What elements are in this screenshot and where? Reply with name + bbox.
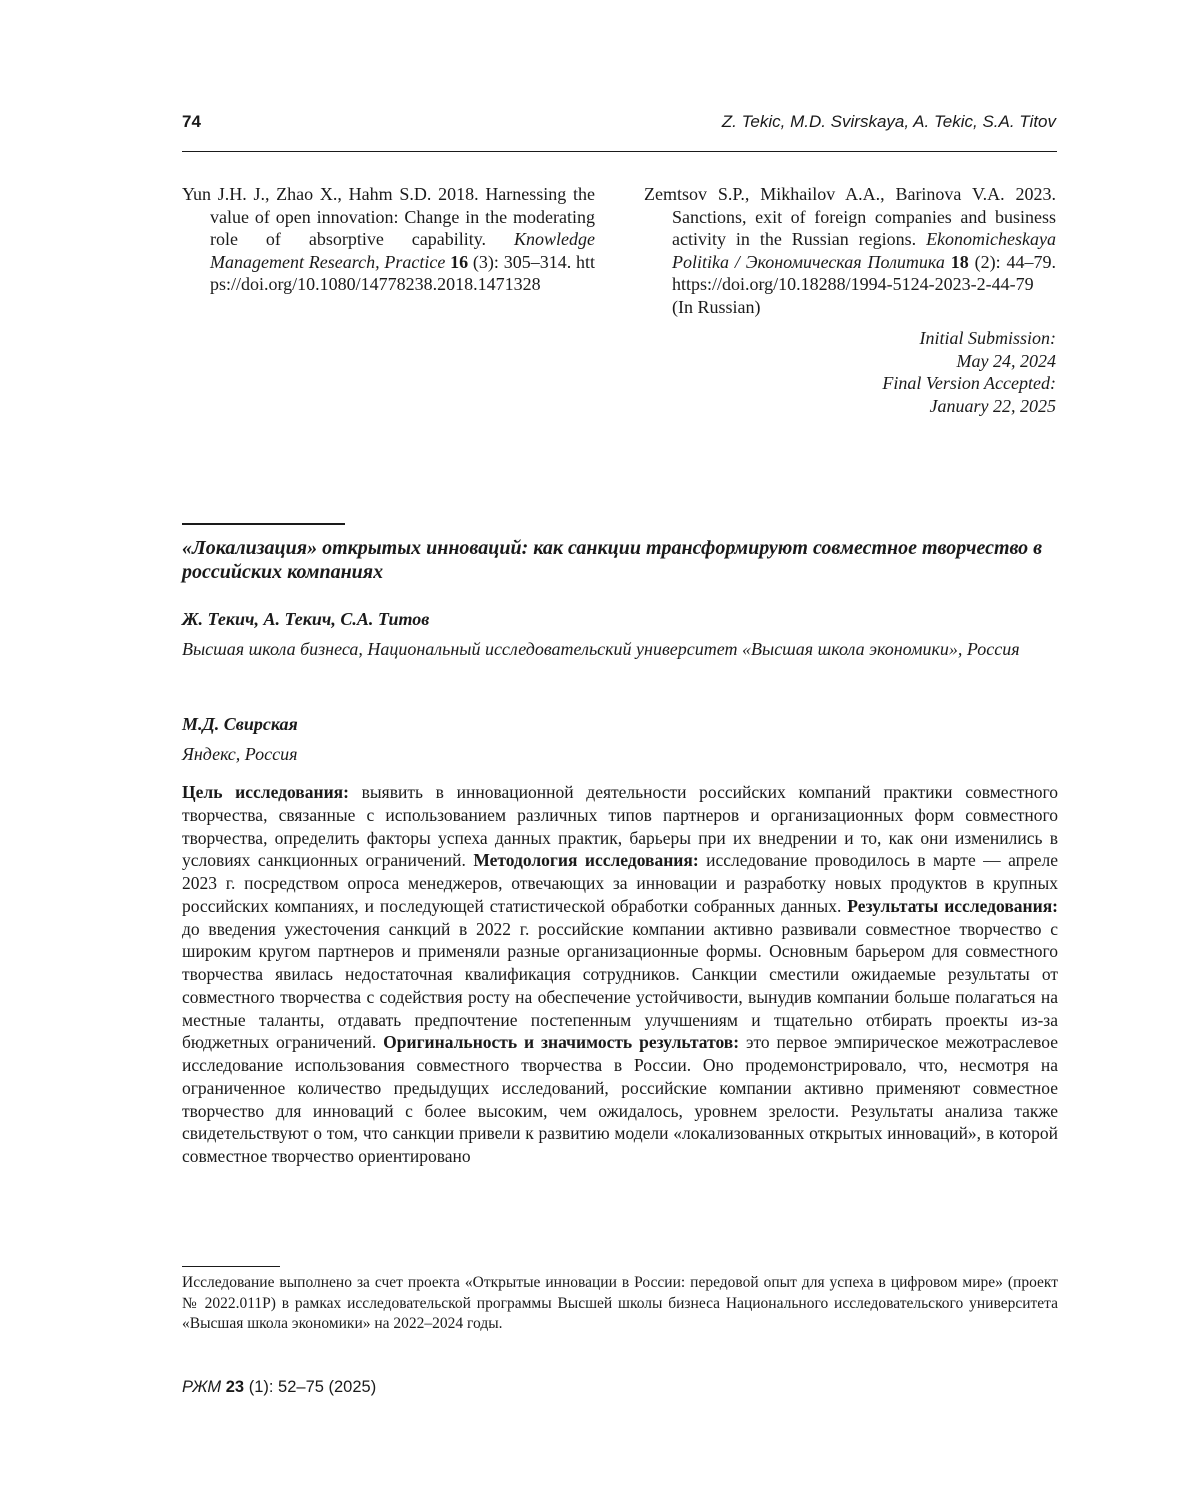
running-head: Z. Tekic, M.D. Svirskaya, A. Tekic, S.A. Titov bbox=[721, 112, 1056, 131]
ref-authors: Zemtsov S.P., Mikhailov A.A., Barinova V.A. 2023. bbox=[644, 184, 1056, 204]
ref-doi-link[interactable]: https://doi.org/10.18288/1994-5124-2023-2-44-79 bbox=[672, 274, 1034, 295]
affiliation-2: Яндекс, Россия bbox=[182, 744, 298, 764]
header-rule bbox=[182, 151, 1057, 152]
reference-column-left bbox=[182, 183, 595, 296]
ref-title: Sanctions, exit of foreign companies and business activity in the Russian regions. bbox=[672, 206, 1056, 250]
results-text: до введения ужесточения санкций в 2022 г. российские компании активно развивали совместное творчество с широким кругом партнеров и применяли разные организационные формы. Основным барьером для совместного творчества явилась недостаточная квалификация сотрудников. Санкции сместили ожидаемые результаты от совместного творчества с содействия росту на обеспечение устойчивости, вынудив компании больше полагаться на местные таланты, отдавать предпочтение постепенным улучшениям и тщательно отбирать проекты из-за бюджетных ограничений. bbox=[182, 918, 1058, 1053]
final-accepted-date: January 22, 2025 bbox=[929, 395, 1056, 416]
footer-volume: 23 bbox=[225, 1378, 245, 1396]
method-text: исследование проводилось в марте — апреле 2023 г. посредством опроса менеджеров, отвечающих за инновации и разработку новых продуктов в крупных российских компаниях, и последующей статистической обработки собранных данных. bbox=[182, 850, 1059, 916]
authors-group-2: М.Д. Свирская bbox=[182, 714, 298, 734]
ref-doi-link[interactable]: https://doi.org/10.1080/14778238.2018.1471328 bbox=[210, 251, 596, 295]
ref-authors: Yun J.H. J., Zhao X., Hahm S.D. 2018. bbox=[182, 184, 479, 204]
article-title: «Локализация» открытых инноваций: как санкции трансформируют совместное творчество в российских компаниях bbox=[182, 537, 1043, 583]
abstract bbox=[182, 781, 1058, 1168]
purpose-text: выявить в инновационной деятельности российских компаний практики совместного творчества, связанные с использованием различных типов партнеров и организационных форм совместного творчества, определить факторы успеха данных практик, барьеры при их внедрении и то, как они изменились в условиях санкционных ограничений. bbox=[182, 782, 1058, 871]
method-label: Методология исследования: bbox=[473, 850, 699, 871]
ref-volume: 18 bbox=[950, 251, 969, 272]
initial-submission-label: Initial Submission: bbox=[919, 328, 1056, 348]
reference-yun bbox=[182, 183, 595, 296]
ref-pages: (3): 305–314. bbox=[472, 251, 572, 272]
funding-footnote: Исследование выполнено за счет проекта «Открытые инновации в России: передовой опыт для успеха в цифровом мире» (проект № 2022.011Р) в рамках исследовательской программы Высшей школы бизнеса Национального исследовательского университета «Высшая школа экономики» на 2022–2024 годы. bbox=[182, 1274, 1058, 1332]
footer-journal: РЖМ bbox=[182, 1378, 222, 1396]
page-footer bbox=[182, 1378, 376, 1397]
ref-pages: (2): 44–79. bbox=[974, 251, 1056, 272]
ref-title: Harnessing the value of open innovation: Change in the moderating role of absorptive capability. bbox=[210, 184, 596, 250]
section-rule bbox=[182, 523, 345, 525]
page-number: 74 bbox=[182, 112, 201, 131]
results-label: Результаты исследования: bbox=[847, 895, 1059, 916]
footer-issue: (1): 52–75 (2025) bbox=[248, 1378, 377, 1396]
authors-group-1: Ж. Текич, А. Текич, С.А. Титов bbox=[182, 609, 430, 629]
final-accepted-label: Final Version Accepted: bbox=[882, 373, 1056, 394]
purpose-label: Цель исследования: bbox=[182, 782, 349, 802]
originality-label: Оригинальность и значимость результатов: bbox=[383, 1032, 740, 1053]
ref-lang: (In Russian) bbox=[672, 296, 761, 317]
ref-journal: Ekonomicheskaya Politika / Экономическая Политика bbox=[672, 229, 1057, 272]
originality-text: это первое эмпирическое межотраслевое исследование использования совместного творчества в России. Оно продемонстрировало, что, несмотря на ограниченное количество предыдущих исследований, российские компании активно применяют совместное творчество для инноваций с более высоким, чем ожидалось, уровнем зрелости. Результаты анализа также свидетельствуют о том, что санкции привели к развитию модели «локализованных открытых инноваций», в которой совместное творчество ориентировано bbox=[182, 1032, 1059, 1166]
ref-journal: Knowledge Management Research, Practice bbox=[210, 229, 595, 272]
page-header bbox=[182, 112, 1056, 138]
reference-zemtsov bbox=[644, 183, 1056, 319]
ref-volume: 16 bbox=[450, 251, 469, 272]
initial-submission-date: May 24, 2024 bbox=[956, 350, 1056, 371]
affiliation-1: Высшая школа бизнеса, Национальный исследовательский университет «Высшая школа экономики», Россия bbox=[182, 639, 1020, 659]
submission-dates bbox=[756, 327, 1056, 417]
reference-column-right bbox=[644, 183, 1056, 319]
footnote-rule bbox=[182, 1266, 280, 1267]
